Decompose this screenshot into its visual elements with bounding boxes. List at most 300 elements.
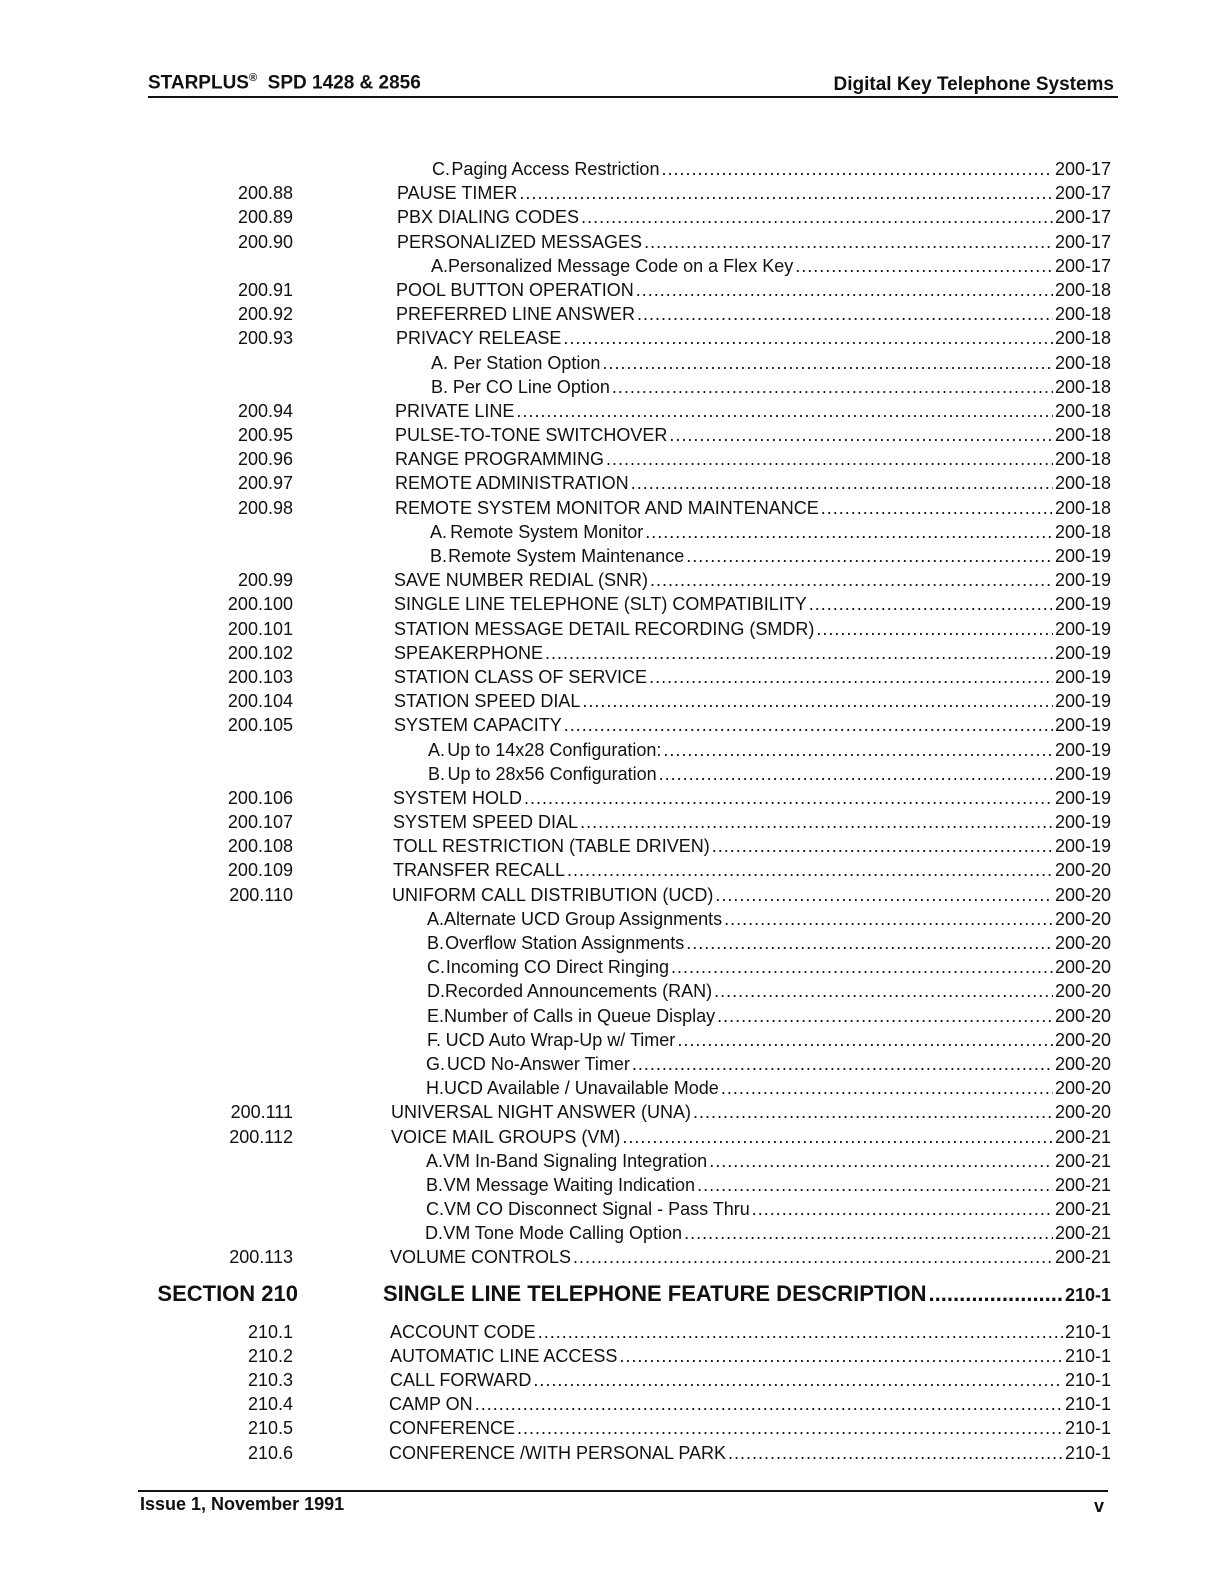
toc-page-ref: 200-18 [1054, 400, 1111, 421]
toc-number: 210.3 [247, 1370, 293, 1390]
toc-entry-line [396, 302, 1111, 326]
toc-page-ref: 200-20 [1054, 860, 1111, 881]
dot-leader [663, 738, 1053, 762]
toc-title: PREFERRED LINE ANSWER [396, 304, 636, 325]
toc-letter: D. [425, 1223, 443, 1244]
toc-page-ref: 200-18 [1054, 376, 1111, 397]
toc-title: Paging Access Restriction [451, 159, 660, 179]
toc-entry [0, 1441, 1213, 1465]
toc-title: TRANSFER RECALL [393, 860, 566, 881]
toc-title: Per Station Option [453, 352, 601, 373]
toc-page-ref: 200-19 [1054, 691, 1111, 712]
toc-title: PERSONALIZED MESSAGES [397, 231, 643, 252]
toc-entry-line [391, 1125, 1111, 1149]
toc-number: 200.97 [237, 473, 293, 494]
dot-leader [693, 1100, 1053, 1124]
toc-subentry [0, 907, 1213, 931]
dot-leader [538, 1320, 1063, 1344]
toc-entry [0, 1100, 1213, 1124]
toc-page-ref: 200-19 [1054, 787, 1111, 808]
footer-rule [138, 1490, 1108, 1492]
toc-entry-line [392, 883, 1111, 907]
toc-number: 210.4 [247, 1394, 293, 1415]
toc-entry [0, 471, 1213, 495]
dot-leader [517, 1416, 1063, 1440]
toc-title: Number of Calls in Queue Display [444, 1005, 716, 1026]
toc-entry [0, 496, 1213, 520]
toc-letter: B. [431, 376, 449, 397]
toc-entry [0, 834, 1213, 858]
dot-leader [715, 883, 1053, 907]
toc-entry [0, 786, 1213, 810]
dot-leader [717, 1004, 1053, 1028]
toc-entry [0, 302, 1213, 326]
toc-title: STATION CLASS OF SERVICE [394, 666, 648, 687]
toc-letter: G. [426, 1053, 446, 1074]
toc-title: ACCOUNT CODE [390, 1321, 536, 1342]
toc-entry [0, 1392, 1213, 1416]
toc-title: REMOTE ADMINISTRATION [395, 473, 629, 494]
dot-leader [602, 351, 1053, 375]
toc-number: 200.91 [237, 279, 293, 300]
toc-page-ref: 210-1 [1064, 1345, 1111, 1366]
toc-subentry [0, 762, 1213, 786]
toc-letter: A. [427, 908, 445, 929]
footer-issue: Issue 1, November 1991 [140, 1494, 345, 1514]
toc-number: 200.105 [227, 715, 293, 736]
toc-page-ref: 200-20 [1054, 1005, 1111, 1026]
dot-leader [564, 713, 1053, 737]
dot-leader [580, 810, 1053, 834]
toc-section-row [0, 1274, 1213, 1314]
toc-title: UNIVERSAL NIGHT ANSWER (UNA) [391, 1102, 692, 1123]
dot-leader [631, 471, 1053, 495]
dot-leader [709, 1149, 1053, 1173]
footer-page-number: v [1094, 1496, 1105, 1516]
toc-number: 200.90 [237, 231, 293, 252]
dot-leader [622, 1125, 1053, 1149]
toc-entry-line [431, 351, 1111, 375]
toc-letter: A. [426, 1150, 444, 1171]
toc-page-ref: 200-17 [1054, 159, 1111, 179]
table-of-contents [0, 157, 1213, 1465]
toc-entry-line [426, 1076, 1111, 1100]
toc-number: 200.88 [237, 183, 293, 204]
toc-page-ref: 200-20 [1054, 981, 1111, 1002]
toc-entry-line [396, 326, 1111, 350]
toc-title: CAMP ON [389, 1394, 473, 1415]
toc-entry-line [397, 205, 1111, 229]
toc-entry-line [390, 1320, 1111, 1344]
toc-title: UNIFORM CALL DISTRIBUTION (UCD) [392, 884, 714, 905]
toc-entry-line [394, 641, 1111, 665]
toc-entry [0, 810, 1213, 834]
header-product [148, 72, 421, 94]
toc-page-ref: 210-1 [1064, 1284, 1111, 1305]
toc-entry-line [427, 979, 1111, 1003]
dot-leader [533, 1368, 1063, 1392]
toc-entry [0, 1416, 1213, 1440]
dot-leader [686, 544, 1053, 568]
toc-number: SECTION 210 [157, 1280, 298, 1306]
toc-entry-line [394, 713, 1111, 737]
dot-leader [795, 254, 1053, 278]
toc-entry [0, 665, 1213, 689]
toc-title: SPEAKERPHONE [394, 642, 544, 663]
toc-page-ref: 200-20 [1054, 1053, 1111, 1074]
toc-entry-line [389, 1441, 1111, 1465]
toc-entry-line [432, 157, 1111, 181]
toc-entry [0, 617, 1213, 641]
toc-page-ref: 200-21 [1054, 1150, 1111, 1171]
toc-title: Incoming CO Direct Ringing [445, 957, 669, 978]
toc-page-ref: 200-18 [1054, 473, 1111, 494]
dot-leader [684, 1221, 1053, 1245]
page-header [148, 68, 1118, 98]
dot-leader [649, 665, 1053, 689]
dot-leader [619, 1344, 1063, 1368]
toc-page-ref: 200-19 [1054, 570, 1111, 591]
toc-letter: C. [432, 159, 450, 179]
toc-page-ref: 200-21 [1054, 1126, 1111, 1147]
toc-entry [0, 1245, 1213, 1269]
toc-page-ref: 200-17 [1054, 207, 1111, 228]
toc-entry-line [396, 278, 1111, 302]
toc-page-ref: 200-17 [1054, 231, 1111, 252]
toc-title: PRIVATE LINE [395, 400, 515, 421]
toc-subentry [0, 254, 1213, 278]
dot-leader [632, 1052, 1053, 1076]
toc-entry [0, 1368, 1213, 1392]
toc-subentry [0, 520, 1213, 544]
toc-page-ref: 200-17 [1054, 183, 1111, 204]
dot-leader [519, 181, 1053, 205]
toc-number: 200.111 [230, 1102, 293, 1123]
dot-leader [567, 858, 1053, 882]
dot-leader [821, 496, 1053, 520]
toc-letter: D. [427, 981, 445, 1002]
dot-leader [714, 979, 1053, 1003]
toc-title: REMOTE SYSTEM MONITOR AND MAINTENANCE [395, 497, 819, 518]
toc-entry [0, 1125, 1213, 1149]
dot-leader [563, 326, 1053, 350]
toc-page-ref: 200-19 [1054, 546, 1111, 566]
toc-subentry [0, 738, 1213, 762]
toc-entry-line [395, 496, 1111, 520]
toc-subentry [0, 351, 1213, 375]
toc-subentry [0, 1173, 1213, 1197]
toc-entry-line [427, 1028, 1111, 1052]
toc-title: CALL FORWARD [390, 1370, 532, 1390]
toc-title: Up to 28x56 Configuration [447, 763, 657, 784]
toc-title: STATION MESSAGE DETAIL RECORDING (SMDR) [394, 618, 815, 639]
dot-leader [669, 423, 1053, 447]
dot-leader [545, 641, 1053, 665]
toc-page-ref: 200-19 [1054, 618, 1111, 639]
toc-entry-line [394, 665, 1111, 689]
toc-title: Overflow Station Assignments [445, 933, 685, 953]
toc-letter: A. [431, 352, 449, 373]
toc-subentry [0, 1149, 1213, 1173]
dot-leader [612, 375, 1053, 399]
toc-title: Alternate UCD Group Assignments [444, 908, 723, 929]
dot-leader [752, 1197, 1053, 1221]
toc-number: 200.92 [237, 304, 293, 325]
toc-title: TOLL RESTRICTION (TABLE DRIVEN) [393, 836, 710, 857]
toc-number: 200.95 [237, 425, 293, 446]
toc-subentry [0, 1028, 1213, 1052]
toc-entry [0, 689, 1213, 713]
toc-entry-line [427, 955, 1111, 979]
toc-title: Remote System Monitor [450, 521, 644, 542]
toc-title: CONFERENCE /WITH PERSONAL PARK [389, 1442, 727, 1463]
toc-entry [0, 1344, 1213, 1368]
toc-number: 210.2 [247, 1345, 293, 1366]
toc-number: 200.113 [229, 1247, 293, 1268]
toc-entry-line [393, 810, 1111, 834]
dot-leader [686, 931, 1053, 955]
toc-page-ref: 200-18 [1054, 304, 1111, 325]
toc-number: 200.100 [227, 594, 293, 615]
toc-page-ref: 200-18 [1054, 279, 1111, 300]
toc-page-ref: 200-19 [1054, 666, 1111, 687]
toc-subentry [0, 931, 1213, 955]
toc-entry-line [430, 544, 1111, 568]
toc-entry-line [394, 689, 1111, 713]
toc-page-ref: 200-18 [1054, 425, 1111, 446]
dot-leader [809, 592, 1053, 616]
header-brand: STARPLUS [148, 72, 249, 93]
toc-entry-line [395, 447, 1111, 471]
dot-leader [650, 568, 1053, 592]
toc-page-ref: 210-1 [1064, 1370, 1111, 1390]
toc-page-ref: 200-18 [1054, 352, 1111, 373]
toc-entry-line [393, 834, 1111, 858]
toc-entry [0, 568, 1213, 592]
toc-title: SYSTEM HOLD [393, 787, 523, 808]
toc-page-ref: 200-21 [1054, 1223, 1111, 1244]
toc-entry [0, 326, 1213, 350]
toc-title: AUTOMATIC LINE ACCESS [390, 1345, 618, 1366]
toc-entry-line [427, 907, 1111, 931]
dot-leader [636, 278, 1053, 302]
toc-entry-line [426, 1197, 1111, 1221]
toc-entry [0, 423, 1213, 447]
dot-leader [712, 834, 1053, 858]
toc-page-ref: 200-17 [1054, 255, 1111, 276]
toc-number: 200.96 [237, 449, 293, 470]
toc-letter: A. [431, 255, 449, 276]
toc-entry-line [425, 1221, 1111, 1245]
toc-entry-line [426, 1149, 1111, 1173]
toc-title: SINGLE LINE TELEPHONE (SLT) COMPATIBILITY [394, 594, 807, 615]
toc-entry-line [397, 230, 1111, 254]
dot-leader [697, 1173, 1053, 1197]
toc-number: 210.5 [247, 1418, 293, 1439]
toc-letter: E. [427, 1005, 445, 1026]
toc-entry-line [426, 1173, 1111, 1197]
toc-subentry [0, 375, 1213, 399]
toc-title: Personalized Message Code on a Flex Key [448, 255, 794, 276]
toc-subentry [0, 157, 1213, 181]
toc-entry [0, 883, 1213, 907]
toc-page-ref: 200-20 [1054, 933, 1111, 953]
toc-title: VM CO Disconnect Signal - Pass Thru [444, 1199, 750, 1220]
toc-page-ref: 200-18 [1054, 497, 1111, 518]
toc-entry-line [393, 786, 1111, 810]
toc-title: RANGE PROGRAMMING [395, 449, 605, 470]
toc-letter: A. [428, 739, 446, 760]
dot-leader [475, 1392, 1063, 1416]
toc-page-ref: 210-1 [1064, 1394, 1111, 1415]
toc-entry [0, 592, 1213, 616]
toc-subentry [0, 1076, 1213, 1100]
toc-page-ref: 200-20 [1054, 884, 1111, 905]
toc-entry-line [394, 617, 1111, 641]
toc-entry [0, 230, 1213, 254]
toc-page-ref: 200-19 [1054, 739, 1111, 760]
dot-leader [524, 786, 1053, 810]
toc-page-ref: 200-21 [1054, 1247, 1111, 1268]
toc-page-ref: 200-19 [1054, 642, 1111, 663]
toc-title: PULSE-TO-TONE SWITCHOVER [395, 425, 668, 446]
toc-entry-line [431, 375, 1111, 399]
toc-entry [0, 447, 1213, 471]
toc-title: Recorded Announcements (RAN) [445, 981, 713, 1002]
toc-title: CONFERENCE [389, 1418, 516, 1439]
toc-subentry [0, 1052, 1213, 1076]
header-model: SPD 1428 & 2856 [267, 72, 421, 93]
toc-title: SYSTEM SPEED DIAL [393, 812, 579, 833]
toc-entry [0, 1320, 1213, 1344]
toc-number: 200.109 [227, 860, 293, 881]
toc-entry-line [393, 858, 1111, 882]
toc-page-ref: 200-21 [1054, 1174, 1111, 1195]
toc-title: VM In-Band Signaling Integration [443, 1150, 708, 1171]
toc-title: Up to 14x28 Configuration: [447, 739, 662, 760]
toc-number: 200.98 [237, 497, 293, 518]
toc-letter: B. [428, 763, 446, 784]
toc-entry [0, 399, 1213, 423]
toc-number: 200.93 [237, 328, 293, 349]
toc-page-ref: 210-1 [1064, 1418, 1111, 1439]
toc-number: 200.110 [229, 884, 293, 905]
dot-leader [677, 1028, 1053, 1052]
toc-letter: H. [426, 1078, 444, 1099]
toc-entry [0, 278, 1213, 302]
toc-number: 200.101 [227, 618, 293, 639]
dot-leader [644, 230, 1053, 254]
toc-entry-line [430, 520, 1111, 544]
toc-number: 200.106 [227, 787, 293, 808]
toc-title: PRIVACY RELEASE [396, 328, 562, 349]
toc-number: 200.103 [227, 666, 293, 687]
dot-leader [582, 689, 1053, 713]
toc-entry-line [427, 1004, 1111, 1028]
dot-leader [645, 520, 1053, 544]
toc-subentry [0, 979, 1213, 1003]
toc-entry [0, 205, 1213, 229]
toc-page-ref: 200-19 [1054, 812, 1111, 833]
toc-entry [0, 858, 1213, 882]
toc-entry-line [391, 1100, 1111, 1124]
toc-entry-line [390, 1368, 1111, 1392]
toc-page-ref: 200-19 [1054, 715, 1111, 736]
toc-page-ref: 200-18 [1054, 521, 1111, 542]
toc-subentry [0, 1004, 1213, 1028]
toc-letter: A. [430, 521, 448, 542]
toc-entry [0, 641, 1213, 665]
toc-entry [0, 181, 1213, 205]
toc-number: 200.107 [227, 812, 293, 833]
toc-title: PBX DIALING CODES [397, 207, 580, 228]
toc-number: 200.99 [237, 570, 293, 591]
toc-number: 200.108 [227, 836, 293, 857]
toc-entry-line [395, 399, 1111, 423]
toc-number: 210.6 [247, 1442, 293, 1463]
toc-title: VM Tone Mode Calling Option [443, 1223, 683, 1244]
dot-leader [659, 762, 1053, 786]
toc-title: STATION SPEED DIAL [394, 691, 581, 712]
toc-entry-line [395, 423, 1111, 447]
dot-leader [721, 1076, 1053, 1100]
dot-leader [724, 907, 1053, 931]
toc-title: UCD Available / Unavailable Mode [444, 1078, 719, 1099]
toc-page-ref: 200-20 [1054, 1029, 1111, 1050]
toc-title: SYSTEM CAPACITY [394, 715, 562, 736]
toc-page-ref: 200-20 [1054, 957, 1111, 978]
toc-entry-line [428, 762, 1111, 786]
dot-leader [929, 1274, 1063, 1314]
toc-number: 200.102 [227, 642, 293, 663]
toc-page-ref: 200-18 [1054, 449, 1111, 470]
toc-page-ref: 200-20 [1054, 1102, 1111, 1123]
dot-leader [671, 955, 1053, 979]
toc-subentry [0, 544, 1213, 568]
toc-page-ref: 200-20 [1054, 908, 1111, 929]
toc-page-ref: 210-1 [1064, 1442, 1111, 1463]
toc-entry-line [426, 1052, 1111, 1076]
toc-entry-line [428, 738, 1111, 762]
dot-leader [581, 205, 1053, 229]
toc-title: Per CO Line Option [452, 376, 610, 397]
dot-leader [637, 302, 1053, 326]
toc-title: VOLUME CONTROLS [390, 1247, 572, 1268]
toc-page-ref: 200-20 [1054, 1078, 1111, 1099]
toc-title: POOL BUTTON OPERATION [396, 279, 634, 300]
toc-entry-line [383, 1274, 1111, 1315]
toc-number: 200.89 [237, 207, 293, 228]
toc-page-ref: 210-1 [1064, 1321, 1111, 1342]
toc-title: VOICE MAIL GROUPS (VM) [391, 1126, 621, 1147]
toc-page-ref: 200-18 [1054, 328, 1111, 349]
toc-number: 200.94 [237, 400, 293, 421]
toc-letter: B. [426, 1174, 444, 1195]
toc-subentry [0, 955, 1213, 979]
toc-entry-line [394, 592, 1111, 616]
dot-leader [728, 1441, 1063, 1465]
toc-entry-line [389, 1416, 1111, 1440]
toc-number: 210.1 [247, 1321, 293, 1342]
dot-leader [516, 399, 1053, 423]
toc-letter: C. [427, 957, 445, 978]
toc-page-ref: 200-19 [1054, 836, 1111, 857]
dot-leader [573, 1245, 1053, 1269]
toc-entry [0, 713, 1213, 737]
toc-title: SAVE NUMBER REDIAL (SNR) [394, 570, 649, 591]
toc-title: VM Message Waiting Indication [443, 1174, 696, 1195]
toc-letter: F. [427, 1029, 442, 1050]
